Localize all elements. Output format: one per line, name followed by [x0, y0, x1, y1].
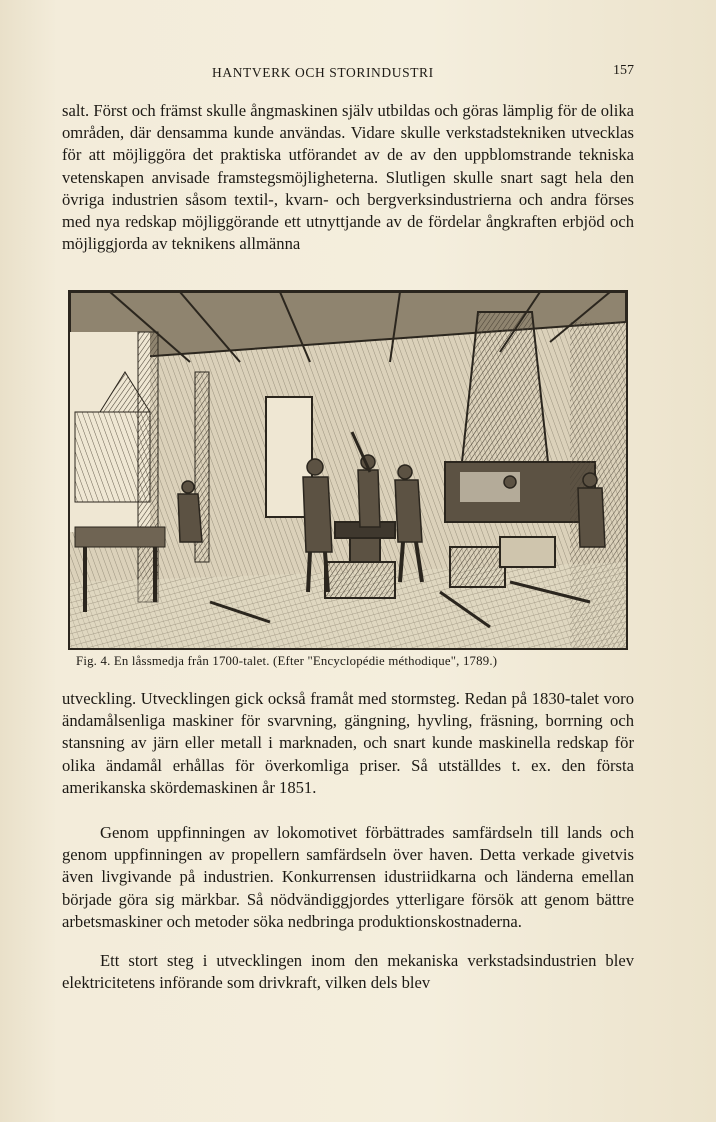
figure-caption: Fig. 4. En låssmedja från 1700-talet. (Efter "Encyclopédie méthodique", 1789.) — [76, 654, 498, 668]
paragraph-3 — [62, 822, 634, 933]
figure-engraving — [68, 290, 628, 650]
forge-hood — [462, 312, 548, 462]
workbench — [75, 527, 165, 547]
paragraph-3-text: Genom uppfinningen av lokomotivet förbättrades samfärdseln till lands och genom uppfinningen av propellern samfärdseln över haven. Detta verkade givetvis även livgivande på industrien. Konkurrensen idustriidkarna och länderna emellan började göra sig märkbar. Så nödvändiggjordes ytterligare försök att genom bättre arbetsmaskiner och metoder söka nedbringa produktionskostnaderna. — [62, 823, 634, 931]
running-title: HANTVERK OCH STORINDUSTRI — [212, 65, 434, 80]
paragraph-4-text: Ett stort steg i utvecklingen inom den mekaniska verkstadsindustrien blev elektricitetens införande som drivkraft, vilken dels blev — [62, 951, 634, 993]
paragraph-2: utveckling. Utvecklingen gick också framåt med stormsteg. Redan på 1830-talet voro ändamålsenliga maskiner för svarvning, gängning, hyvling, fräsning, borrning och stansning av järn eller metall i marknaden, och snart kunde maskinella redskap för olika ändamål erhållas för överkomliga priser. Så utställdes t. ex. den första amerikanska skördemaskinen år 1851. — [62, 689, 634, 797]
paragraph-1: salt. Först och främst skulle ångmaskinen själv utbildas och göras lämplig för de olika områden, där densamma kunde användas. Vidare skulle verkstadstekniken utvecklas för att möjliggöra det praktiska utförandet av de av den uppblomstrande tekniska vetenskapen anvisade framstegsmöjligheterna. Slutligen skulle snart sagt hela den övriga industrien såsom textil-, kvarn- och bergverksindustrierna och andra förses med nya redskap möjliggörande ett utnyttjande av de fördelar ångkraften erbjöd och möjliggjorda av teknikens allmänna — [62, 101, 634, 254]
paragraph-4 — [62, 950, 634, 994]
locksmith-workshop-engraving — [70, 292, 626, 648]
running-head — [62, 62, 634, 82]
page-number: 157 — [613, 63, 634, 78]
